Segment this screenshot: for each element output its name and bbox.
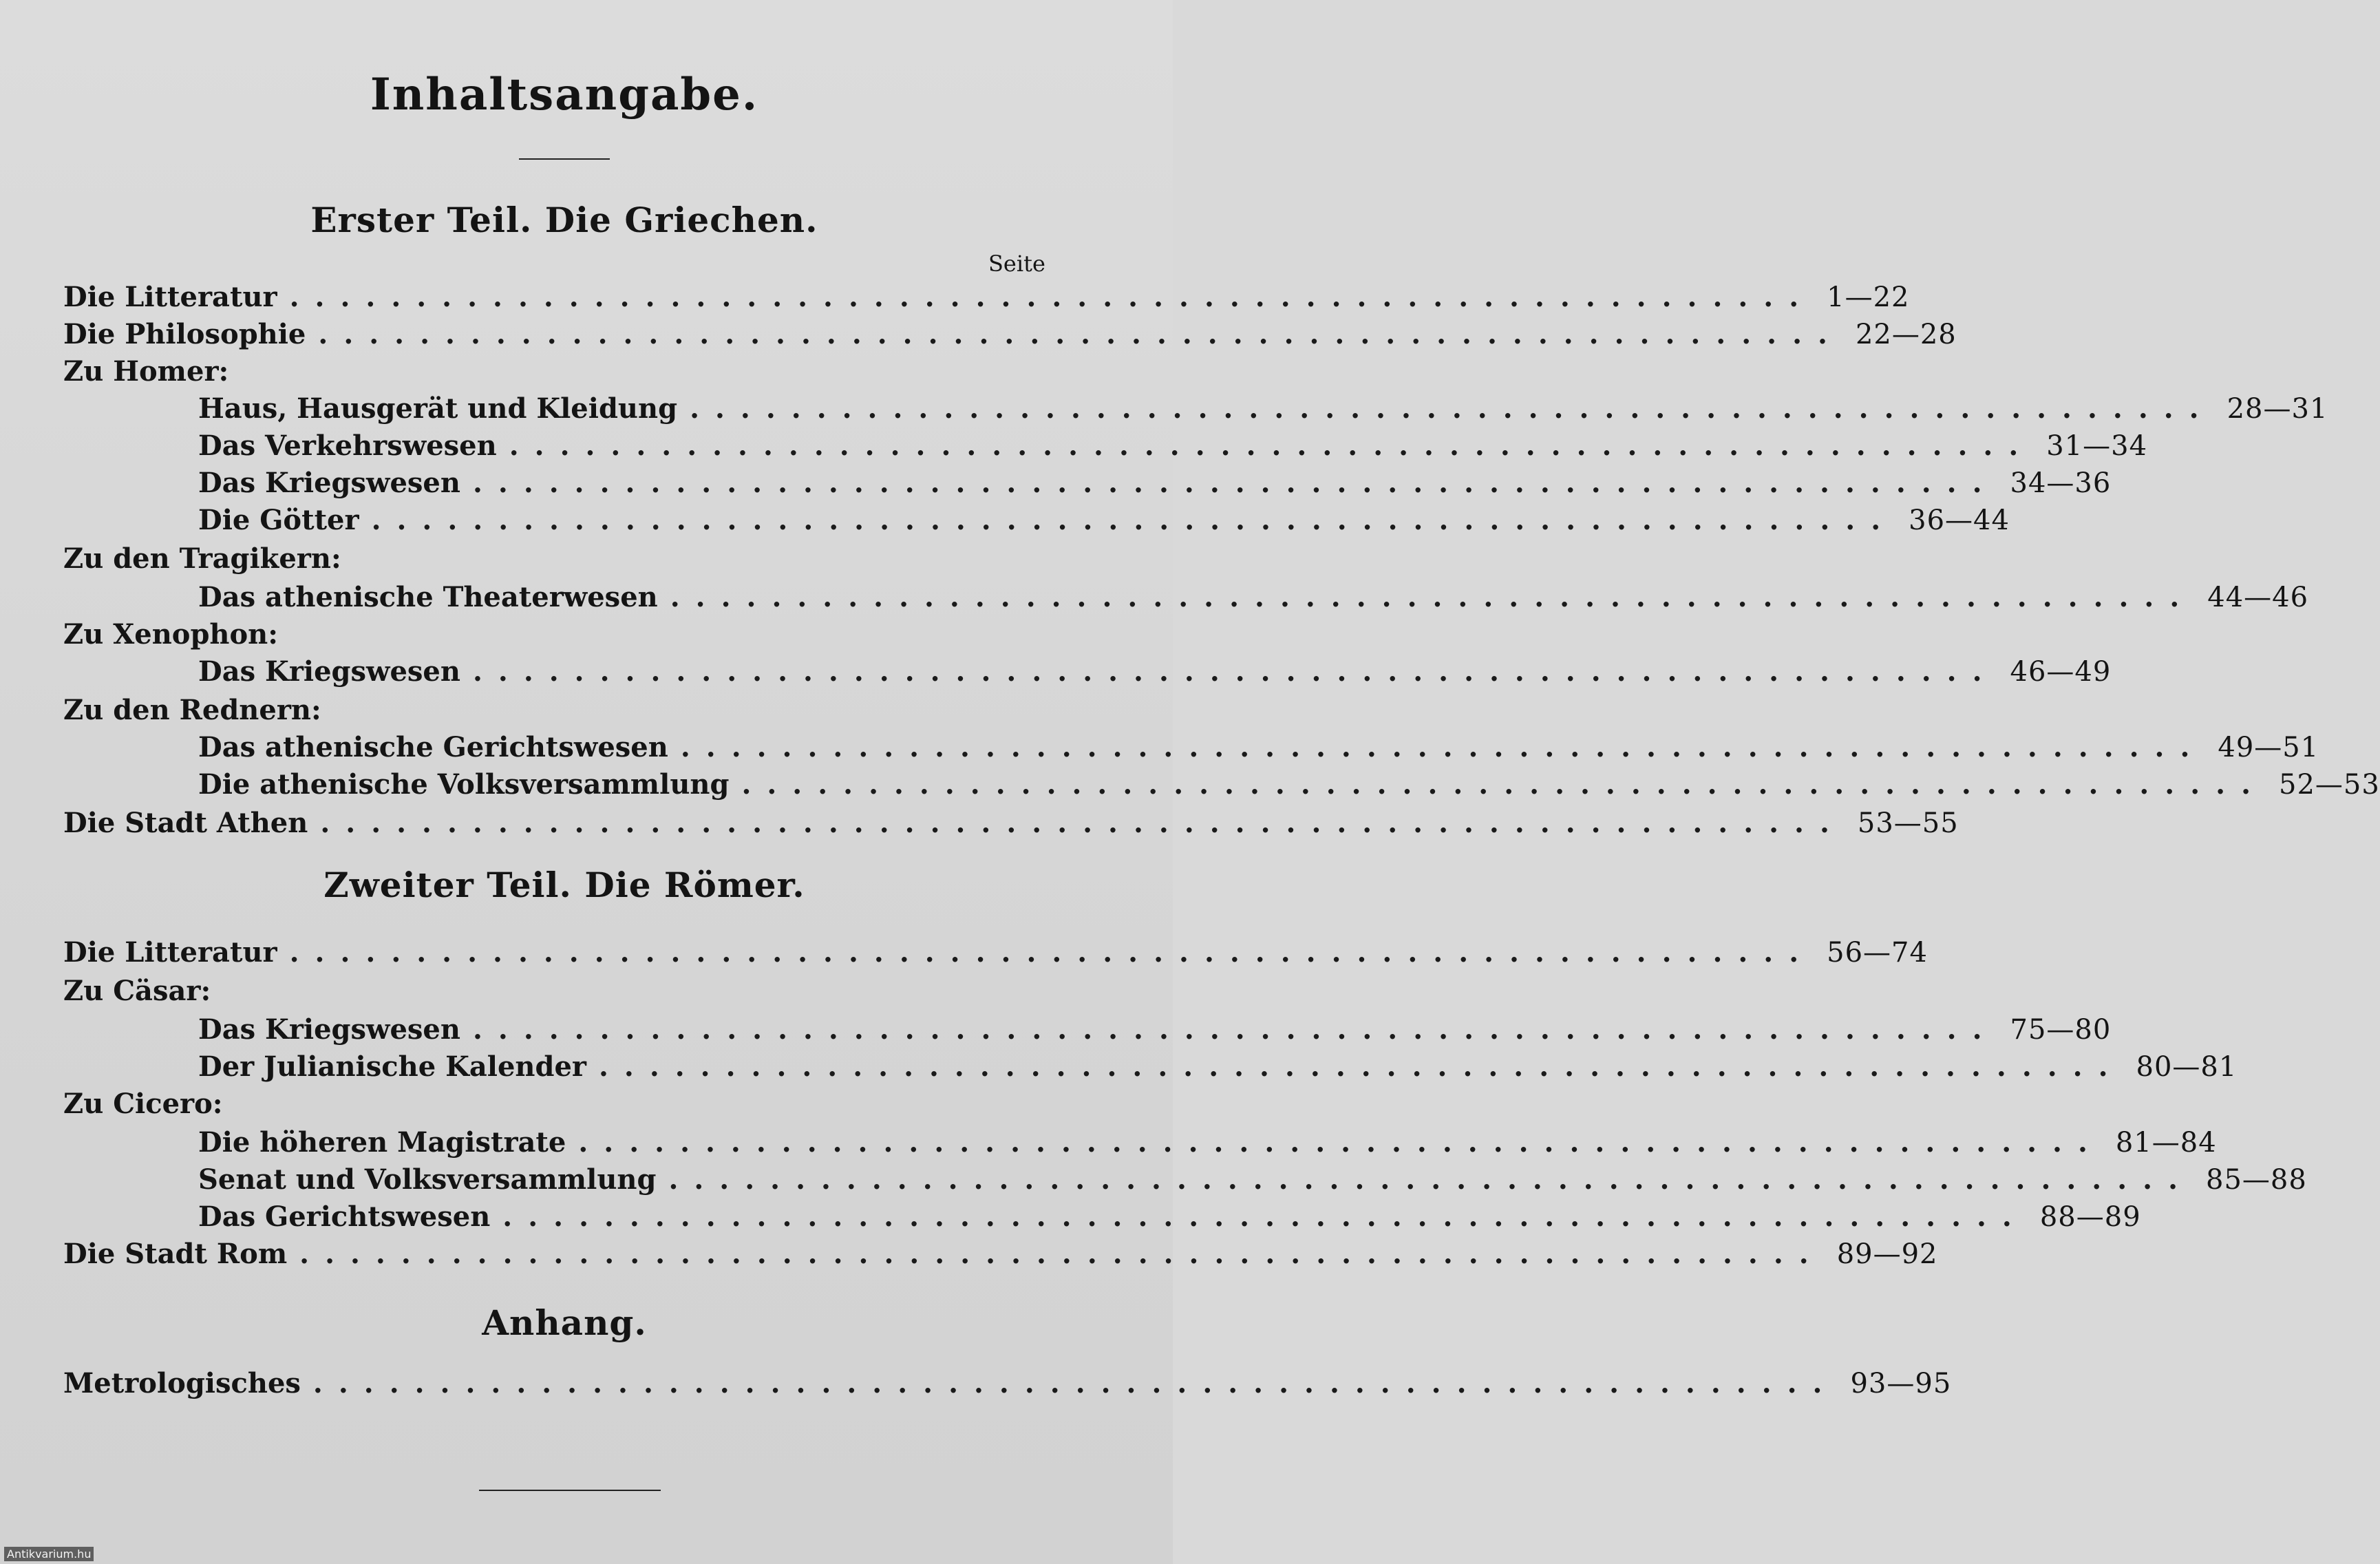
toc-entry-pages: 89—92 (1836, 1238, 1938, 1270)
part1-heading: Erster Teil. Die Griechen. (310, 200, 818, 240)
toc-entry-pages: 52—53 (2279, 769, 2380, 801)
toc-entry-label: Das Kriegswesen (198, 1013, 460, 1046)
toc-entry (63, 1367, 1952, 1400)
leader-dots: ............................................................ (472, 1013, 1998, 1046)
toc-entry-label: Das Kriegswesen (198, 467, 460, 499)
leader-dots: ............................................................ (371, 504, 1897, 536)
toc-entry-label: Das Verkehrswesen (198, 430, 497, 462)
leader-dots: ............................................................ (578, 1126, 2103, 1159)
title-divider (519, 158, 610, 160)
seite-column-label: Seite (988, 251, 1045, 277)
anhang-heading: Anhang. (482, 1302, 647, 1343)
toc-entry (198, 392, 2328, 425)
leader-dots: ............................................................ (690, 392, 2215, 425)
leader-dots: ............................................................ (741, 768, 2266, 801)
group-heading-caesar: Zu Cäsar: (63, 975, 211, 1007)
toc-entry-pages: 85—88 (2206, 1164, 2307, 1196)
toc-entry-label: Das athenische Theaterwesen (198, 581, 658, 613)
toc-entry-pages: 46—49 (2010, 656, 2112, 688)
toc-entry (198, 731, 2319, 764)
leader-dots: ............................................................ (312, 1367, 1838, 1399)
group-heading-xenophon: Zu Xenophon: (63, 618, 279, 651)
toc-entry-pages: 28—31 (2227, 393, 2328, 425)
toc-entry-label: Die Litteratur (63, 281, 277, 313)
toc-entry-label: Die Philosophie (63, 318, 306, 350)
toc-entry (63, 281, 1910, 314)
toc-entry-pages: 34—36 (2010, 467, 2112, 499)
group-heading-cicero: Zu Cicero: (63, 1088, 223, 1120)
leader-dots: ............................................................ (670, 581, 2196, 613)
toc-entry (63, 318, 1957, 351)
toc-entry-pages: 88—89 (2039, 1201, 2141, 1233)
toc-entry-pages: 1—22 (1827, 282, 1910, 313)
toc-entry-pages: 36—44 (1909, 505, 2010, 536)
toc-entry-label: Die athenische Volksversammlung (198, 768, 730, 801)
toc-entry (198, 1201, 2141, 1234)
toc-entry (198, 1163, 2307, 1196)
toc-entry (63, 1238, 1938, 1271)
toc-entry-pages: 75—80 (2010, 1014, 2112, 1046)
toc-entry-label: Metrologisches (63, 1367, 301, 1399)
toc-entry-pages: 93—95 (1850, 1368, 1952, 1399)
closing-divider (479, 1490, 661, 1491)
leader-dots: ............................................................ (509, 430, 2034, 462)
toc-entry-label: Die Stadt Athen (63, 807, 308, 839)
leader-dots: ............................................................ (289, 936, 1815, 969)
leader-dots: ............................................................ (472, 655, 1998, 688)
leader-dots: ............................................................ (668, 1163, 2193, 1196)
toc-entry-pages: 22—28 (1855, 319, 1957, 350)
toc-entry-label: Senat und Volksversammlung (198, 1163, 657, 1196)
group-heading-tragiker: Zu den Tragikern: (63, 542, 341, 575)
toc-entry-label: Die Litteratur (63, 936, 277, 969)
leader-dots: ............................................................ (318, 318, 1843, 350)
part2-heading: Zweiter Teil. Die Römer. (323, 865, 805, 905)
toc-entry (198, 504, 2010, 537)
toc-entry-pages: 81—84 (2115, 1127, 2217, 1159)
toc-entry (198, 655, 2112, 688)
leader-dots: ............................................................ (502, 1201, 2028, 1233)
leader-dots: ............................................................ (472, 467, 1998, 499)
toc-entry (198, 430, 2148, 463)
toc-entry (198, 1013, 2112, 1046)
toc-entry (198, 581, 2309, 614)
toc-entry-pages: 44—46 (2207, 582, 2309, 613)
toc-entry-pages: 53—55 (1857, 807, 1959, 839)
toc-entry (63, 807, 1959, 840)
leader-dots: ............................................................ (320, 807, 1845, 839)
toc-entry-label: Das Kriegswesen (198, 655, 460, 688)
group-heading-homer: Zu Homer: (63, 355, 229, 388)
page-title: Inhaltsangabe. (370, 69, 759, 120)
watermark: Antikvarium.hu (4, 1547, 94, 1561)
toc-entry (198, 1126, 2217, 1159)
toc-entry-pages: 31—34 (2046, 430, 2148, 462)
leader-dots: ............................................................ (680, 731, 2206, 763)
leader-dots: ............................................................ (289, 281, 1815, 313)
toc-entry (63, 936, 1928, 969)
leader-dots: ............................................................ (598, 1050, 2124, 1083)
toc-entry-pages: 49—51 (2218, 732, 2319, 763)
toc-entry-label: Die Stadt Rom (63, 1238, 288, 1270)
group-heading-redner: Zu den Rednern: (63, 694, 321, 726)
toc-entry-label: Das Gerichtswesen (198, 1201, 491, 1233)
toc-entry-label: Haus, Hausgerät und Kleidung (198, 392, 678, 425)
toc-entry (198, 467, 2112, 500)
toc-entry-pages: 80—81 (2136, 1051, 2238, 1083)
toc-entry-label: Das athenische Gerichtswesen (198, 731, 668, 763)
toc-entry-label: Der Julianische Kalender (198, 1050, 586, 1083)
toc-entry (198, 768, 2380, 801)
leader-dots: ............................................................ (299, 1238, 1825, 1270)
toc-entry-label: Die Götter (198, 504, 359, 536)
toc-entry (198, 1050, 2238, 1084)
toc-entry-label: Die höheren Magistrate (198, 1126, 566, 1159)
toc-entry-pages: 56—74 (1827, 937, 1928, 969)
